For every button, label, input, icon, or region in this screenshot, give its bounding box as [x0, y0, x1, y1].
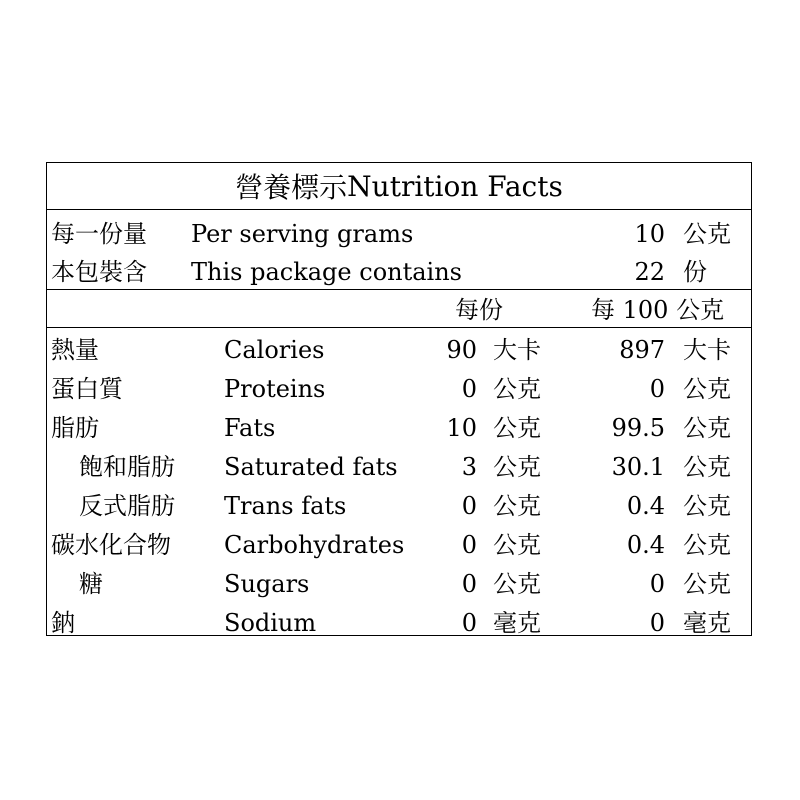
serving-size-value: 10 — [634, 220, 665, 248]
nutrient-name-en: Trans fats — [224, 492, 347, 520]
per100-amount: 30.1 — [611, 453, 665, 481]
serving-amount-unit: 大卡 — [493, 336, 541, 364]
serving-amount: 0 — [461, 570, 477, 598]
per100-amount-unit: 大卡 — [683, 336, 731, 364]
nutrition-facts-label — [46, 162, 752, 636]
nutrient-name-zh: 熱量 — [51, 336, 99, 364]
nutrient-row — [47, 409, 751, 447]
nutrient-row — [47, 448, 751, 486]
divider-title — [47, 209, 751, 210]
per100-amount-unit: 公克 — [683, 570, 731, 598]
nutrient-name-en: Proteins — [224, 375, 326, 403]
servings-en: This package contains — [191, 258, 462, 286]
title-zh: 營養標示 — [235, 171, 348, 204]
per100-amount: 0.4 — [626, 492, 665, 520]
serving-amount: 90 — [446, 336, 477, 364]
serving-size-unit: 公克 — [683, 220, 731, 248]
nutrient-name-en: Fats — [224, 414, 276, 442]
per100-amount: 0 — [649, 609, 665, 637]
serving-amount: 0 — [461, 375, 477, 403]
serving-amount: 3 — [461, 453, 477, 481]
per100-amount-unit: 公克 — [683, 375, 731, 403]
serving-amount-unit: 毫克 — [493, 609, 541, 637]
nutrient-name-zh: 反式脂肪 — [79, 492, 175, 520]
per100-amount: 99.5 — [611, 414, 665, 442]
column-header-row — [47, 291, 751, 329]
serving-amount: 0 — [461, 609, 477, 637]
per100-amount-unit: 公克 — [683, 414, 731, 442]
nutrient-name-en: Sodium — [224, 609, 317, 637]
per100-amount: 0 — [649, 375, 665, 403]
per100-amount-unit: 公克 — [683, 531, 731, 559]
nutrient-row — [47, 565, 751, 603]
nutrient-name-en: Calories — [224, 336, 325, 364]
serving-amount: 10 — [446, 414, 477, 442]
serving-amount-unit: 公克 — [493, 414, 541, 442]
per100-amount: 0.4 — [626, 531, 665, 559]
header-per-100g: 每 100 公克 — [591, 296, 725, 324]
per100-amount-unit: 公克 — [683, 453, 731, 481]
header-per-serving: 每份 — [455, 296, 503, 324]
divider-header — [47, 327, 751, 328]
servings-unit: 份 — [683, 258, 707, 286]
serving-amount-unit: 公克 — [493, 570, 541, 598]
nutrient-name-zh: 碳水化合物 — [51, 531, 171, 559]
per100-amount-unit: 毫克 — [683, 609, 731, 637]
serving-size-zh: 每一份量 — [51, 220, 147, 248]
nutrient-name-zh: 蛋白質 — [51, 375, 123, 403]
per100-amount: 897 — [619, 336, 665, 364]
nutrient-row — [47, 487, 751, 525]
serving-amount: 0 — [461, 492, 477, 520]
nutrient-row — [47, 370, 751, 408]
nutrient-row — [47, 604, 751, 642]
label-title — [47, 163, 751, 209]
servings-value: 22 — [634, 258, 665, 286]
nutrient-name-zh: 飽和脂肪 — [79, 453, 175, 481]
serving-amount-unit: 公克 — [493, 492, 541, 520]
nutrient-row — [47, 526, 751, 564]
nutrient-name-en: Saturated fats — [224, 453, 398, 481]
per100-amount: 0 — [649, 570, 665, 598]
servings-per-package-row — [47, 253, 751, 291]
serving-size-row — [47, 215, 751, 253]
divider-serving — [47, 289, 751, 290]
per100-amount-unit: 公克 — [683, 492, 731, 520]
nutrient-name-en: Carbohydrates — [224, 531, 405, 559]
serving-amount-unit: 公克 — [493, 453, 541, 481]
serving-size-en: Per serving grams — [191, 220, 414, 248]
title-en: Nutrition Facts — [347, 169, 563, 203]
nutrient-name-zh: 鈉 — [51, 609, 75, 637]
nutrient-name-zh: 糖 — [79, 570, 103, 598]
servings-zh: 本包裝含 — [51, 258, 147, 286]
serving-amount-unit: 公克 — [493, 531, 541, 559]
serving-amount: 0 — [461, 531, 477, 559]
nutrient-name-zh: 脂肪 — [51, 414, 99, 442]
nutrient-name-en: Sugars — [224, 570, 310, 598]
nutrient-row — [47, 331, 751, 369]
serving-amount-unit: 公克 — [493, 375, 541, 403]
